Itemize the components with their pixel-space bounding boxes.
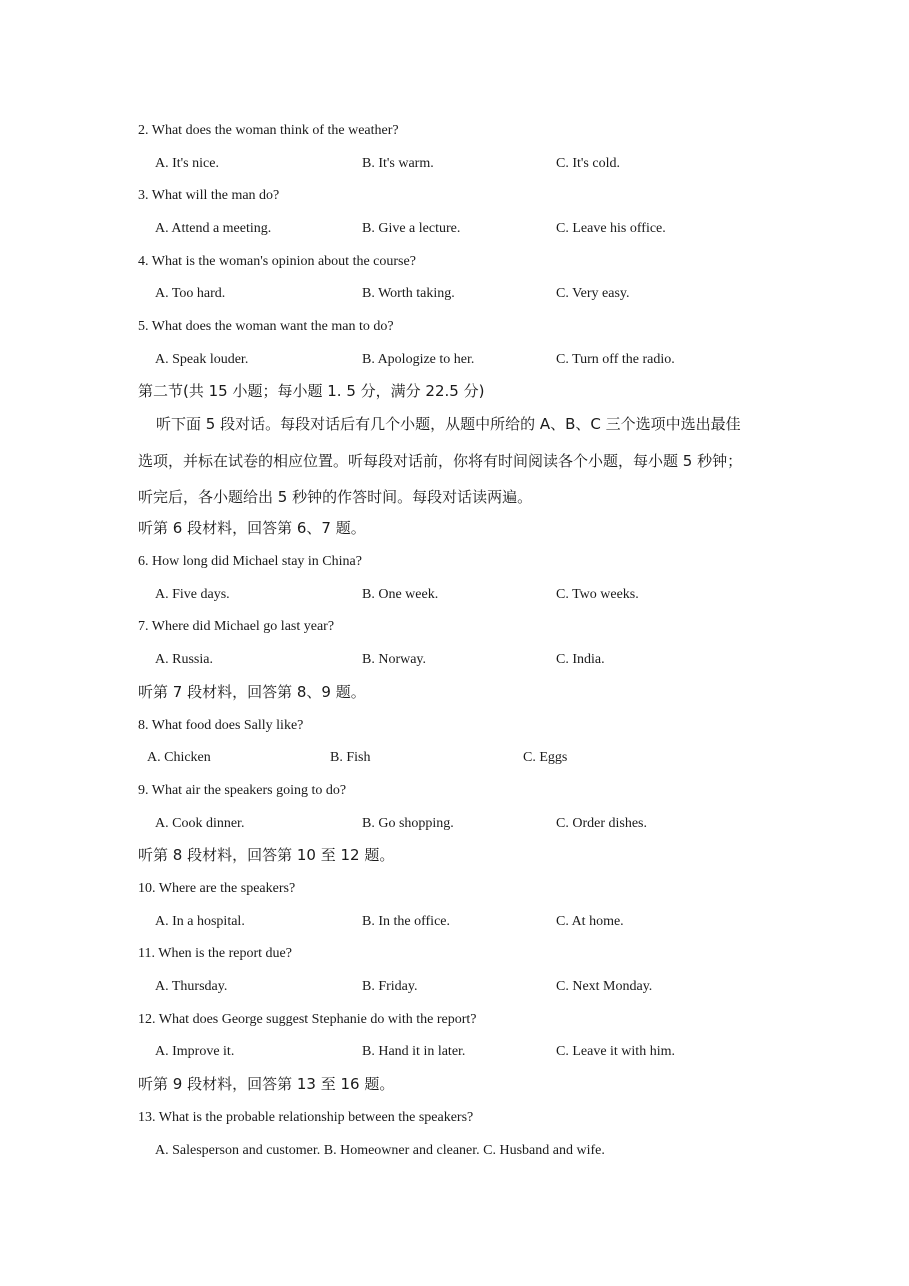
options-row: A. Salesperson and customer. B. Homeowner and cleaner. C. Husband and wife.	[155, 1143, 605, 1158]
question-text: 13. What is the probable relationship between the speakers?	[138, 1110, 474, 1125]
option-c: C. Two weeks.	[556, 587, 639, 602]
option-a: A. Five days.	[155, 587, 230, 602]
section-text: 听第 6 段材料，回答第 6、7 题。	[138, 519, 366, 537]
section-text: 选项，并标在试卷的相应位置。听每段对话前，你将有时间阅读各个小题，每小题 5 秒钟；	[138, 452, 743, 470]
option-b: B. In the office.	[362, 914, 450, 929]
option-b: B. Fish	[330, 750, 371, 765]
question-text: 12. What does George suggest Stephanie do with the report?	[138, 1012, 477, 1027]
option-c: C. Leave his office.	[556, 221, 666, 236]
question-text: 11. When is the report due?	[138, 946, 292, 961]
option-b: B. Norway.	[362, 652, 427, 667]
option-b: B. Hand it in later.	[362, 1044, 466, 1059]
option-b: B. Friday.	[362, 979, 418, 994]
option-b: B. Apologize to her.	[362, 352, 475, 367]
option-a: A. Speak louder.	[155, 352, 249, 367]
option-c: C. It's cold.	[556, 156, 620, 171]
question-text: 2. What does the woman think of the weather?	[138, 123, 399, 138]
section-text: 听第 7 段材料，回答第 8、9 题。	[138, 683, 366, 701]
option-c: C. Eggs	[523, 750, 568, 765]
option-c: C. Turn off the radio.	[556, 352, 675, 367]
option-a: A. Russia.	[155, 652, 213, 667]
option-c: C. Next Monday.	[556, 979, 653, 994]
option-b: B. One week.	[362, 587, 439, 602]
option-c: C. Order dishes.	[556, 816, 647, 831]
option-a: A. Attend a meeting.	[155, 221, 272, 236]
option-c: C. Very easy.	[556, 286, 630, 301]
question-text: 5. What does the woman want the man to do?	[138, 319, 394, 334]
option-b: B. Go shopping.	[362, 816, 454, 831]
question-text: 6. How long did Michael stay in China?	[138, 554, 362, 569]
question-text: 3. What will the man do?	[138, 188, 280, 203]
option-b: B. Worth taking.	[362, 286, 455, 301]
option-a: A. Thursday.	[155, 979, 228, 994]
option-a: A. Cook dinner.	[155, 816, 245, 831]
option-a: A. It's nice.	[155, 156, 219, 171]
question-text: 10. Where are the speakers?	[138, 881, 296, 896]
option-b: B. Give a lecture.	[362, 221, 461, 236]
section-text: 听第 9 段材料，回答第 13 至 16 题。	[138, 1075, 395, 1093]
section-text: 听完后，各小题给出 5 秒钟的作答时间。每段对话读两遍。	[138, 488, 533, 506]
section-text: 听下面 5 段对话。每段对话后有几个小题，从题中所给的 A、B、C 三个选项中选出最佳	[156, 415, 741, 433]
option-b: B. It's warm.	[362, 156, 434, 171]
option-a: A. In a hospital.	[155, 914, 245, 929]
section-text: 听第 8 段材料，回答第 10 至 12 题。	[138, 846, 395, 864]
option-a: A. Improve it.	[155, 1044, 235, 1059]
option-a: A. Too hard.	[155, 286, 226, 301]
question-text: 9. What air the speakers going to do?	[138, 783, 347, 798]
option-c: C. Leave it with him.	[556, 1044, 675, 1059]
question-text: 7. Where did Michael go last year?	[138, 619, 335, 634]
question-text: 8. What food does Sally like?	[138, 718, 304, 733]
option-a: A. Chicken	[147, 750, 211, 765]
question-text: 4. What is the woman's opinion about the course?	[138, 254, 416, 269]
section-text: 第二节(共 15 小题；每小题 1. 5 分，满分 22.5 分)	[138, 382, 485, 400]
option-c: C. India.	[556, 652, 605, 667]
option-c: C. At home.	[556, 914, 624, 929]
